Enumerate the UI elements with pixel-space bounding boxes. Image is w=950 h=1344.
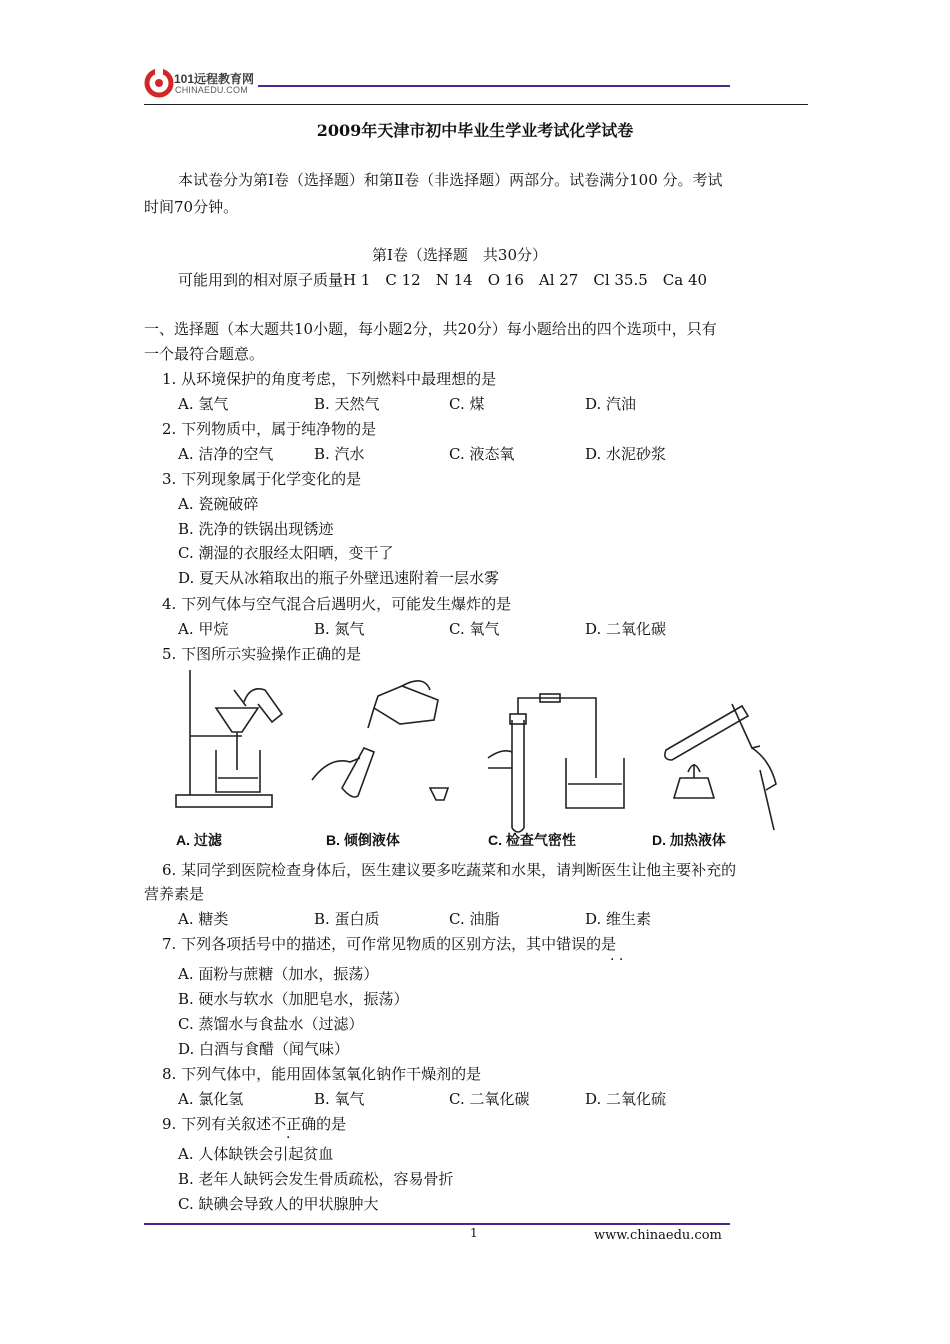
question-9-option-a: A. 人体缺铁会引起贫血 [178,1145,334,1163]
question-6-option-b: B. 蛋白质 [314,910,380,928]
question-6-option-a: A. 糖类 [178,910,229,928]
question-7-option-b: B. 硬水与软水（加肥皂水，振荡） [178,990,409,1008]
logo-mark-icon [144,68,174,98]
question-1-stem: 1. 从环境保护的角度考虑，下列燃料中最理想的是 [162,370,497,388]
question-1-option-d: D. 汽油 [585,395,637,413]
question-8-stem: 8. 下列气体中，能用固体氢氧化钠作干燥剂的是 [162,1065,482,1083]
filtration-apparatus-icon [176,670,282,807]
question-8-option-a: A. 氯化氢 [178,1090,244,1108]
figure-caption-b: B. 倾倒液体 [326,832,400,848]
question-8-option-b: B. 氧气 [314,1090,365,1108]
header-rule-purple [258,85,730,87]
emphasis-dot: · [286,1130,291,1146]
site-logo[interactable] [144,66,264,100]
logo-title: 101远程教育网 [174,72,255,86]
question-2-stem: 2. 下列物质中，属于纯净物的是 [162,420,377,438]
question-2-option-d: D. 水泥砂浆 [585,445,667,463]
question-9-stem: 9. 下列有关叙述不正确的是 [162,1115,347,1133]
atomic-masses: 可能用到的相对原子质量H 1 C 12 N 14 O 16 Al 27 Cl 35.5 Ca 40 [178,271,708,289]
exam-title: 2009年天津市初中毕业生学业考试化学试卷 [316,121,634,140]
question-4-option-b: B. 氮气 [314,620,365,638]
question-2-option-c: C. 液态氧 [449,445,515,463]
part-instructions-1: 一、选择题（本大题共10小题，每小题2分，共20分）每小题给出的四个选项中，只有 [144,320,717,338]
question-6-option-c: C. 油脂 [449,910,500,928]
question-4-option-a: A. 甲烷 [178,620,229,638]
part-instructions-2: 一个最符合题意。 [144,345,265,363]
question-3-option-d: D. 夏天从冰箱取出的瓶子外壁迅速附着一层水雾 [178,569,500,587]
intro-line-2: 时间70分钟。 [144,198,239,216]
emphasis-dots: · · [610,952,624,968]
question-3-stem: 3. 下列现象属于化学变化的是 [162,470,362,488]
question-6-stem-continued: 营养素是 [144,885,205,903]
question-3-option-a: A. 瓷碗破碎 [178,495,259,513]
question-7-stem: 7. 下列各项括号中的描述，可作常见物质的区别方法，其中错误的是 [162,935,617,953]
logo-subtitle: CHINAEDU.COM [175,85,248,95]
lab-operations-figure [162,660,786,855]
question-8-option-c: C. 二氧化碳 [449,1090,530,1108]
figure-caption-c: C. 检查气密性 [488,832,576,848]
question-6-option-d: D. 维生素 [585,910,652,928]
question-1-option-a: A. 氢气 [178,395,229,413]
question-3-option-b: B. 洗净的铁锅出现锈迹 [178,520,334,538]
section-heading: 第Ⅰ卷（选择题 共30分） [372,246,548,264]
question-3-option-c: C. 潮湿的衣服经太阳晒，变干了 [178,544,394,562]
question-7-option-a: A. 面粉与蔗糖（加水，振荡） [178,965,379,983]
pouring-liquid-icon [312,681,448,800]
question-4-option-d: D. 二氧化碳 [585,620,667,638]
heating-liquid-icon [665,704,776,830]
airtightness-check-icon [488,694,624,832]
figure-caption-d: D. 加热液体 [652,832,726,848]
footer-url-link[interactable]: www.chinaedu.com [594,1228,722,1243]
question-8-option-d: D. 二氧化硫 [585,1090,667,1108]
lab-figure-drawing [162,660,786,835]
question-7-option-d: D. 白酒与食醋（闻气味） [178,1040,350,1058]
question-4-option-c: C. 氧气 [449,620,500,638]
figure-caption-a: A. 过滤 [176,832,222,848]
question-9-option-b: B. 老年人缺钙会发生骨质疏松，容易骨折 [178,1170,454,1188]
question-9-option-c: C. 缺碘会导致人的甲状腺肿大 [178,1195,379,1213]
header-rule [144,104,808,105]
question-1-option-c: C. 煤 [449,395,485,413]
question-1-option-b: B. 天然气 [314,395,380,413]
question-4-stem: 4. 下列气体与空气混合后遇明火，可能发生爆炸的是 [162,595,512,613]
question-7-option-c: C. 蒸馏水与食盐水（过滤） [178,1015,364,1033]
question-6-stem: 6. 某同学到医院检查身体后，医生建议要多吃蔬菜和水果，请判断医生让他主要补充的 [162,861,737,879]
footer-rule [144,1223,730,1225]
question-2-option-b: B. 汽水 [314,445,365,463]
page-number: 1 [470,1226,478,1240]
intro-line-1: 本试卷分为第Ⅰ卷（选择题）和第Ⅱ卷（非选择题）两部分。试卷满分100 分。考试 [178,171,723,189]
question-2-option-a: A. 洁净的空气 [178,445,274,463]
question-5-stem: 5. 下图所示实验操作正确的是 [162,645,362,663]
